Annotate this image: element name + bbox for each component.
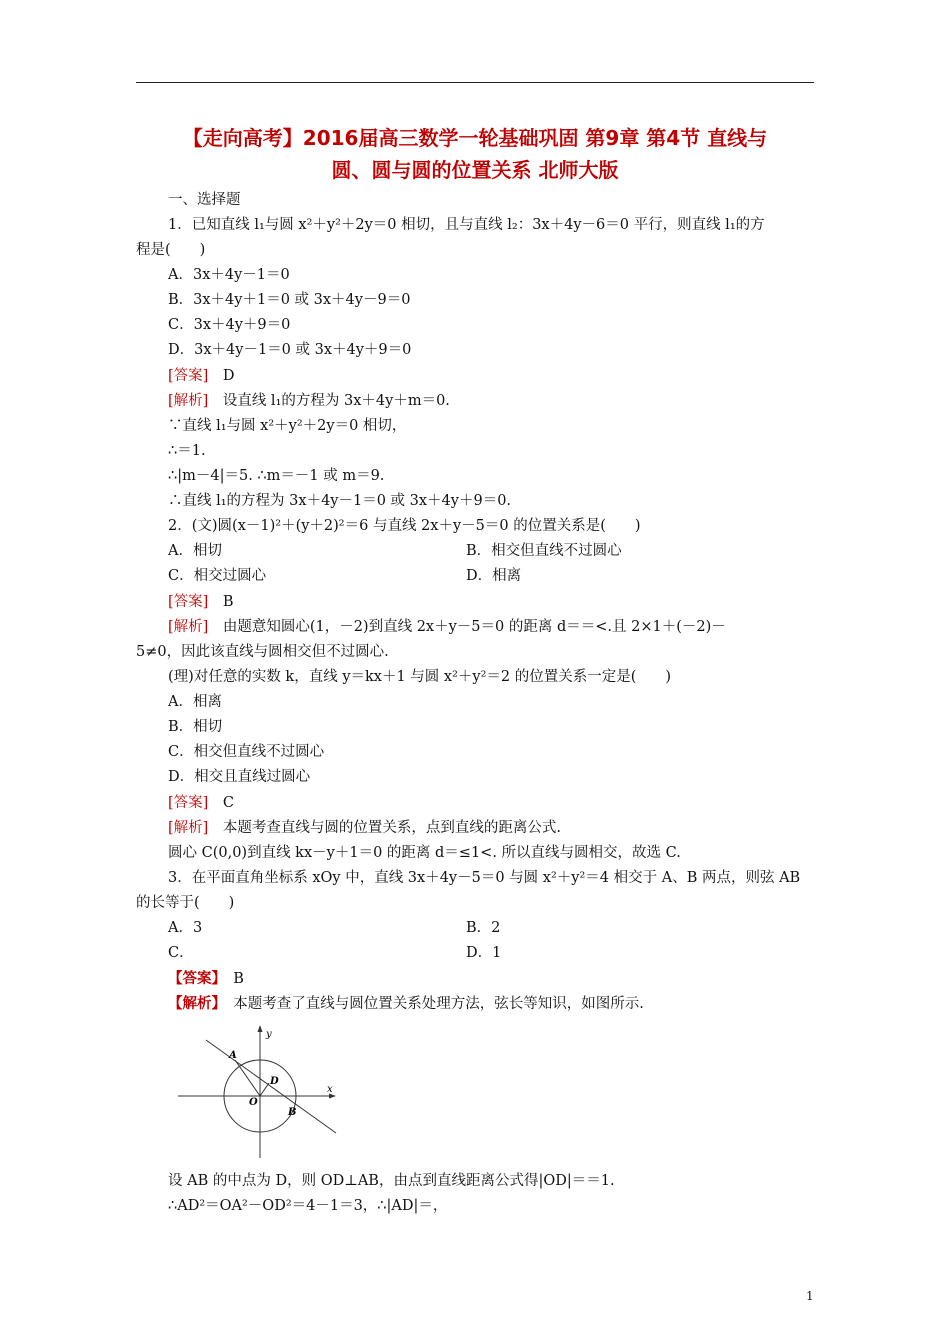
title-line-1: 【走向高考】2016届高三数学一轮基础巩固 第9章 第4节 直线与 <box>182 126 768 150</box>
text-line <box>466 541 622 561</box>
line-text: 设 AB 的中点为 D，则 OD⊥AB，由点到直线距离公式得|OD|＝＝1. <box>168 1173 615 1189</box>
text-line <box>168 190 241 210</box>
circle-line-figure <box>176 1023 342 1161</box>
line-text: 程是( ) <box>136 242 206 258</box>
text-line <box>168 391 450 411</box>
text-line <box>168 868 800 888</box>
page-title <box>136 122 814 186</box>
answer-tag: [解析] <box>168 619 209 635</box>
line-text: B <box>218 971 244 987</box>
label-x: x <box>327 1084 333 1095</box>
answer-tag: [答案] <box>168 795 209 811</box>
line-text: D．1 <box>466 945 502 961</box>
line-text: A．相离 <box>168 694 222 710</box>
line-text: 圆心 C(0,0)到直线 kx－y＋1＝0 的距离 d＝≤1<. 所以直线与圆相交，故选 C. <box>168 845 681 861</box>
title-line-2: 圆、圆与圆的位置关系 北师大版 <box>331 158 619 182</box>
text-line <box>168 667 671 687</box>
line-text: B．3x＋4y＋1＝0 或 3x＋4y－9＝0 <box>168 292 411 308</box>
text-line <box>136 240 205 260</box>
text-line <box>168 969 244 989</box>
y-axis-arrow <box>258 1025 263 1032</box>
line-text: C．相交但直线不过圆心 <box>168 744 325 760</box>
answer-tag: 【解析】 <box>168 995 219 1012</box>
text-line <box>168 265 290 285</box>
line-text: A．相切 <box>168 543 222 559</box>
label-o: O <box>249 1097 258 1108</box>
text-line <box>168 516 641 536</box>
line-text: 由题意知圆心(1，－2)到直线 2x＋y－5＝0 的距离 d＝＝<.且 2×1＋(－2)－ <box>208 619 726 635</box>
line-text: D．3x＋4y－1＝0 或 3x＋4y＋9＝0 <box>168 342 412 358</box>
line-text: 设直线 l₁的方程为 3x＋4y＋m＝0. <box>208 393 450 409</box>
text-line <box>168 617 726 637</box>
line-text: B．2 <box>466 920 501 936</box>
text-line <box>168 767 310 787</box>
text-line <box>168 742 324 762</box>
text-line <box>466 566 521 586</box>
text-line <box>168 215 765 235</box>
line-text: 3．在平面直角坐标系 xOy 中，直线 3x＋4y－5＝0 与圆 x²＋y²＝4 相交于 A、B 两点，则弦 AB <box>168 870 801 886</box>
text-line <box>168 491 511 511</box>
text-line <box>168 290 410 310</box>
text-line <box>168 340 411 360</box>
text-line <box>168 793 234 813</box>
text-line <box>168 943 194 963</box>
line-text: A．3 <box>168 920 203 936</box>
answer-tag: [答案] <box>168 368 209 384</box>
answer-tag: [解析] <box>168 393 209 409</box>
text-line <box>168 541 222 561</box>
text-line <box>168 918 202 938</box>
line-text: ∴AD²＝OA²－OD²＝4－1＝3，∴|AD|＝， <box>168 1198 448 1214</box>
line-text: D．相离 <box>466 568 522 584</box>
label-d: D <box>270 1076 279 1087</box>
text-line <box>466 943 501 963</box>
text-line <box>168 717 222 737</box>
header-rule <box>136 82 814 83</box>
line-text: D．相交且直线过圆心 <box>168 769 311 785</box>
text-line <box>168 366 234 386</box>
line-text: B．相切 <box>168 719 223 735</box>
line-text: C．3x＋4y＋9＝0 <box>168 317 291 333</box>
line-text: ∴直线 l₁的方程为 3x＋4y－1＝0 或 3x＋4y＋9＝0. <box>168 493 512 509</box>
segment-od <box>260 1083 269 1096</box>
line-text: 一、选择题 <box>168 192 241 208</box>
line-text: 本题考查直线与圆的位置关系，点到直线的距离公式. <box>208 820 561 836</box>
segment-oa <box>235 1060 260 1096</box>
line-text: B <box>208 594 234 610</box>
text-line <box>168 566 266 586</box>
text-line <box>168 592 233 612</box>
text-line <box>168 843 681 863</box>
line-text: ∴|m－4|＝5. ∴m＝－1 或 m＝9. <box>168 468 385 484</box>
text-line <box>466 918 500 938</box>
line-text: (理)对任意的实数 k，直线 y＝kx＋1 与圆 x²＋y²＝2 的位置关系一定是( ) <box>168 669 672 685</box>
answer-tag: 【答案】 <box>168 970 219 987</box>
line-text: ∴＝1. <box>168 443 206 459</box>
text-line <box>168 692 222 712</box>
line-text: C． <box>168 945 194 961</box>
line-text: C．相交过圆心 <box>168 568 267 584</box>
text-line <box>168 315 290 335</box>
text-line <box>168 994 644 1014</box>
text-line <box>168 1196 447 1216</box>
line-text: 5≠0，因此该直线与圆相交但不过圆心. <box>136 644 389 660</box>
text-line <box>136 893 234 913</box>
label-b: B <box>288 1107 297 1118</box>
answer-tag: [答案] <box>168 594 209 610</box>
answer-tag: [解析] <box>168 820 209 836</box>
line-text: D <box>208 368 235 384</box>
line-text: ∵直线 l₁与圆 x²＋y²＋2y＝0 相切， <box>168 418 407 434</box>
line-text: 的长等于( ) <box>136 895 235 911</box>
line-text: B．相交但直线不过圆心 <box>466 543 622 559</box>
text-line <box>168 441 206 461</box>
label-y: y <box>266 1029 272 1040</box>
line-text: A．3x＋4y－1＝0 <box>168 267 290 283</box>
line-text: 1．已知直线 l₁与圆 x²＋y²＋2y＝0 相切，且与直线 l₂：3x＋4y－6＝0 平行，则直线 l₁的方 <box>168 217 765 233</box>
text-line <box>168 466 384 486</box>
page-number: 1 <box>806 1289 814 1303</box>
text-line <box>168 818 561 838</box>
line-text: 本题考查了直线与圆位置关系处理方法，弦长等知识，如图所示. <box>218 996 644 1012</box>
text-line <box>136 642 389 662</box>
text-line <box>168 416 406 436</box>
line-text: C <box>208 795 234 811</box>
text-line <box>168 1171 615 1191</box>
line-text: 2．(文)圆(x－1)²＋(y＋2)²＝6 与直线 2x＋y－5＝0 的位置关系是( ) <box>168 518 641 534</box>
label-a: A <box>229 1050 237 1061</box>
